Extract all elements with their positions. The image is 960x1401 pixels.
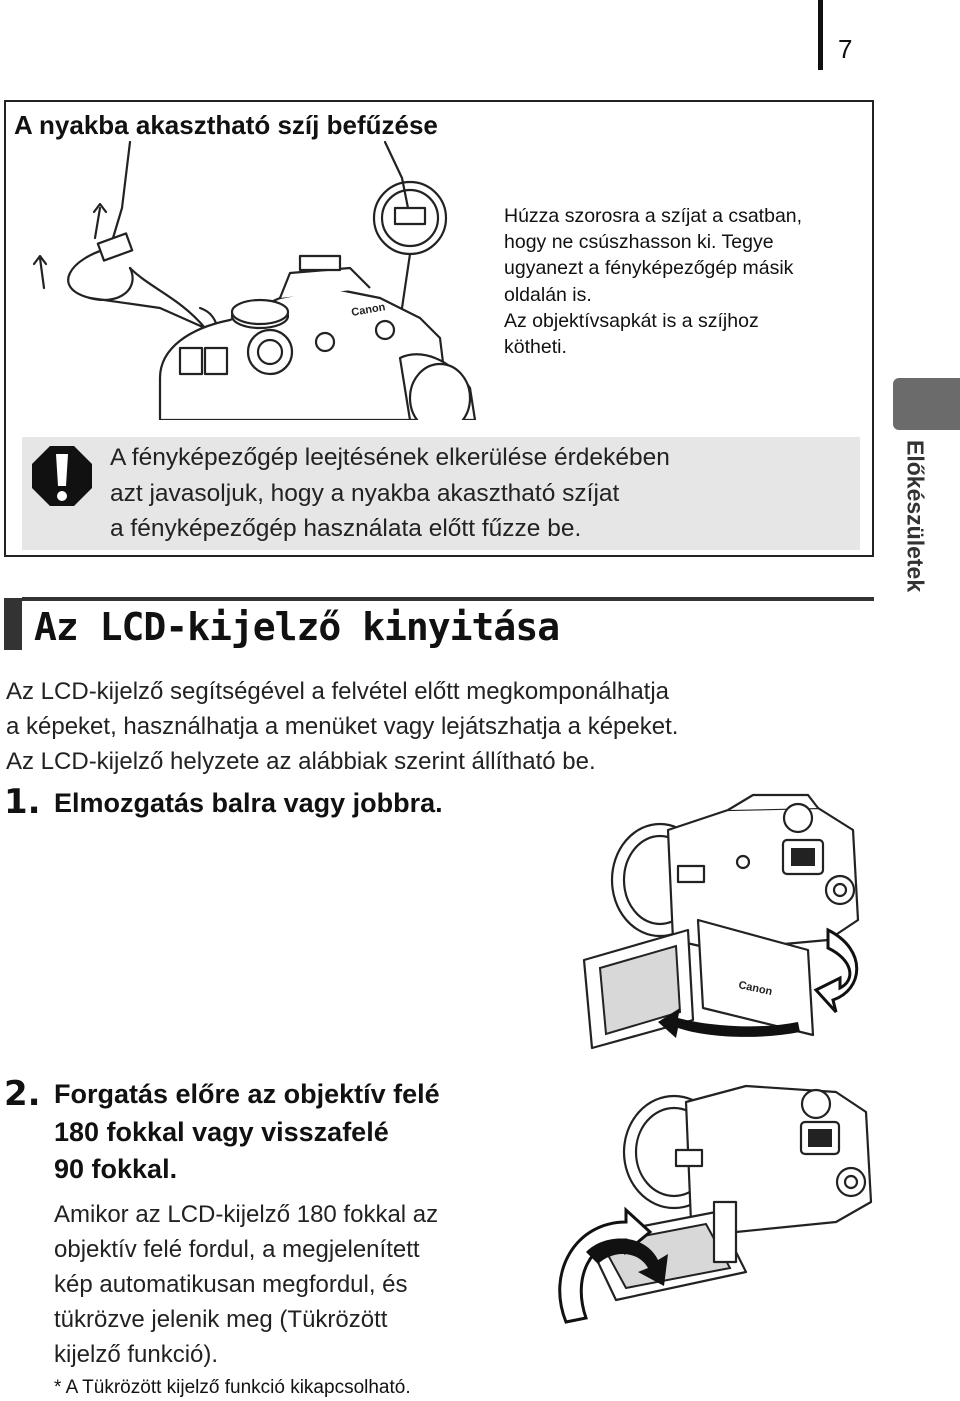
step-2-title-line: 180 fokkal vagy visszafelé	[54, 1116, 389, 1147]
step-2-title	[54, 1076, 524, 1189]
step-2-body-line: objektív felé fordul, a megjelenített	[54, 1236, 420, 1263]
rotate-right-arrow-icon	[816, 930, 857, 1012]
step-2-number: 2.	[4, 1074, 41, 1114]
camera-brand-logo: Canon	[350, 301, 387, 319]
strap-instruction-line: Az objektívsapkát is a szíjhoz	[504, 309, 759, 332]
footnote: * A Tükrözött kijelző funkció kikapcsolható.	[54, 1377, 411, 1398]
step-2-body	[54, 1197, 524, 1372]
page-number-bar	[818, 0, 823, 70]
strap-instructions	[504, 203, 864, 360]
intro-line: a képeket, használhatja a menüket vagy lejátszhatja a képeket.	[6, 713, 679, 740]
step-1-title: Elmozgatás balra vagy jobbra.	[54, 788, 443, 818]
exclamation-icon	[30, 444, 94, 508]
warning-line: a fényképezőgép használata előtt fűzze be.	[110, 515, 582, 542]
warning-text	[110, 440, 850, 547]
strap-instruction-line: kötheti.	[504, 336, 567, 359]
step-2-body-line: kijelző funkció).	[54, 1341, 219, 1368]
warning-line: azt javasoljuk, hogy a nyakba akasztható szíjat	[110, 479, 620, 507]
section-intro	[6, 674, 836, 779]
step-2-title-line: 90 fokkal.	[54, 1154, 178, 1184]
strap-left-icon	[110, 142, 130, 248]
step-2-title-line: Forgatás előre az objektív felé	[54, 1079, 440, 1109]
step-2-body-line: kép automatikusan megfordul, és	[54, 1271, 408, 1298]
step-2-body-line: tükrözve jelenik meg (Tükrözött	[54, 1306, 388, 1333]
intro-line: Az LCD-kijelző helyzete az alábbiak szerint állítható be.	[6, 748, 596, 775]
strap-instruction-line: Húzza szorosra a szíjat a csatban,	[504, 205, 803, 227]
section-rule	[22, 597, 874, 601]
strap-instruction-line: hogy ne csúszhasson ki. Tegye	[504, 231, 774, 254]
strap-attachment-illustration	[30, 138, 480, 420]
section-title: Az LCD-kijelző kinyitása	[34, 605, 560, 649]
step-1-number: 1.	[4, 782, 41, 822]
page-number: 7	[838, 34, 853, 64]
section-marker	[4, 598, 22, 650]
step-2-body-line: Amikor az LCD-kijelző 180 fokkal az	[54, 1201, 439, 1228]
lcd-swivel-illustration	[578, 790, 868, 1060]
warning-line: A fényképezőgép leejtésének elkerülése érdekében	[110, 444, 670, 471]
strap-instruction-line: oldalán is.	[504, 283, 592, 306]
intro-line: Az LCD-kijelző segítségével a felvétel előtt megkomponálhatja	[6, 678, 670, 705]
chapter-tab-label: Előkészületek	[902, 440, 929, 593]
chapter-tab	[893, 378, 960, 430]
lcd-rotate-illustration	[546, 1082, 876, 1372]
strap-instruction-line: ugyanezt a fényképezőgép másik	[504, 257, 794, 280]
camera-brand-logo: Canon	[737, 979, 774, 999]
strap-box-title: A nyakba akasztható szíj befűzése	[14, 110, 438, 140]
